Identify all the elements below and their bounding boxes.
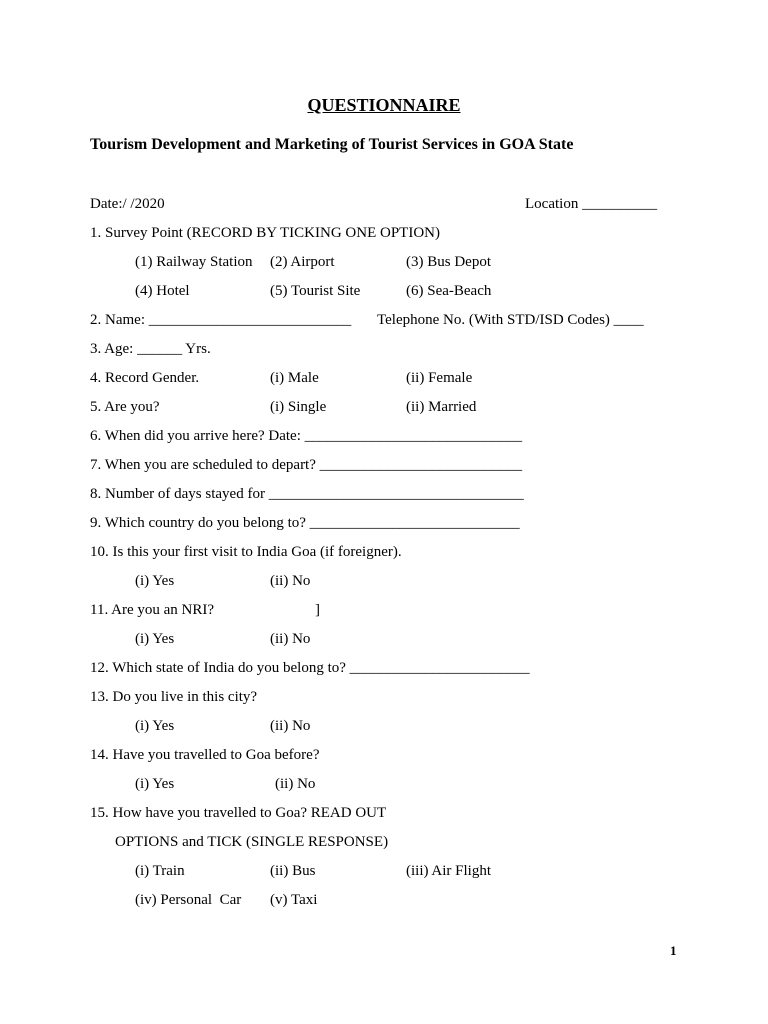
option-no[interactable]: (ii) No — [270, 631, 311, 647]
page-title: QUESTIONNAIRE — [307, 95, 461, 115]
question-9 — [90, 515, 690, 537]
question-15-options-row1 — [90, 863, 690, 885]
option-no[interactable]: (ii) No — [270, 718, 311, 734]
option-yes[interactable]: (i) Yes — [135, 718, 175, 734]
date-field[interactable]: Date:/ /2020 — [90, 196, 165, 212]
country-field[interactable]: 9. Which country do you belong to? ____________________________ — [90, 515, 520, 531]
question-text: 4. Record Gender. — [90, 370, 200, 386]
page-number: 1 — [670, 943, 677, 958]
option-railway-station[interactable]: (1) Railway Station — [135, 254, 253, 270]
location-field[interactable]: Location __________ — [525, 196, 658, 212]
question-6 — [90, 428, 690, 450]
question-12 — [90, 660, 690, 682]
question-5 — [90, 399, 690, 421]
question-11-options — [90, 631, 690, 653]
name-field[interactable]: 2. Name: ___________________________ — [90, 312, 352, 328]
question-14-options — [90, 776, 690, 798]
option-male[interactable]: (i) Male — [270, 370, 319, 386]
question-1-options-row1 — [90, 254, 690, 276]
option-tourist-site[interactable]: (5) Tourist Site — [270, 283, 361, 299]
question-10-options — [90, 573, 690, 595]
option-taxi[interactable]: (v) Taxi — [270, 892, 318, 908]
state-field[interactable]: 12. Which state of India do you belong to? ________________________ — [90, 660, 530, 676]
question-text: 14. Have you travelled to Goa before? — [90, 747, 320, 763]
option-yes[interactable]: (i) Yes — [135, 573, 175, 589]
date-location-line — [90, 196, 690, 218]
question-instruction: OPTIONS and TICK (SINGLE RESPONSE) — [115, 834, 389, 850]
question-13 — [90, 689, 690, 711]
question-text: 15. How have you travelled to Goa? READ OUT — [90, 805, 387, 821]
departure-field[interactable]: 7. When you are scheduled to depart? ___________________________ — [90, 457, 523, 473]
telephone-field[interactable]: Telephone No. (With STD/ISD Codes) ____ — [377, 312, 644, 328]
option-sea-beach[interactable]: (6) Sea-Beach — [406, 283, 492, 299]
option-hotel[interactable]: (4) Hotel — [135, 283, 190, 299]
option-single[interactable]: (i) Single — [270, 399, 327, 415]
age-field[interactable]: 3. Age: ______ Yrs. — [90, 341, 211, 357]
question-text: 10. Is this your first visit to India Goa (if foreigner). — [90, 544, 402, 560]
option-bus[interactable]: (ii) Bus — [270, 863, 316, 879]
question-1-options-row2 — [90, 283, 690, 305]
question-14 — [90, 747, 690, 769]
option-bus-depot[interactable]: (3) Bus Depot — [406, 254, 491, 270]
option-no[interactable]: (ii) No — [275, 776, 316, 792]
question-2 — [90, 312, 690, 334]
option-air-flight[interactable]: (iii) Air Flight — [406, 863, 492, 879]
question-15-options-row2 — [90, 892, 690, 914]
question-8 — [90, 486, 690, 508]
question-text: 5. Are you? — [90, 399, 160, 415]
option-train[interactable]: (i) Train — [135, 863, 185, 879]
option-personal-car[interactable]: (iv) Personal Car — [135, 892, 242, 908]
arrival-date-field[interactable]: 6. When did you arrive here? Date: _____________________________ — [90, 428, 523, 444]
question-text: 11. Are you an NRI? — [90, 602, 214, 618]
option-yes[interactable]: (i) Yes — [135, 631, 175, 647]
question-13-options — [90, 718, 690, 740]
option-no[interactable]: (ii) No — [270, 573, 311, 589]
question-10 — [90, 544, 690, 566]
question-15 — [90, 805, 690, 827]
question-7 — [90, 457, 690, 479]
page-subtitle: Tourism Development and Marketing of Tourist Services in GOA State — [90, 136, 574, 153]
question-1 — [90, 225, 690, 247]
option-female[interactable]: (ii) Female — [406, 370, 473, 386]
question-text: 1. Survey Point (RECORD BY TICKING ONE OPTION) — [90, 225, 440, 241]
question-4 — [90, 370, 690, 392]
option-airport[interactable]: (2) Airport — [270, 254, 335, 270]
days-stayed-field[interactable]: 8. Number of days stayed for __________________________________ — [90, 486, 524, 502]
bracket-mark: ] — [315, 602, 320, 618]
option-married[interactable]: (ii) Married — [406, 399, 477, 415]
option-yes[interactable]: (i) Yes — [135, 776, 175, 792]
question-text: 13. Do you live in this city? — [90, 689, 258, 705]
question-11 — [90, 602, 690, 624]
question-3 — [90, 341, 690, 363]
question-15-instruction — [90, 834, 690, 856]
